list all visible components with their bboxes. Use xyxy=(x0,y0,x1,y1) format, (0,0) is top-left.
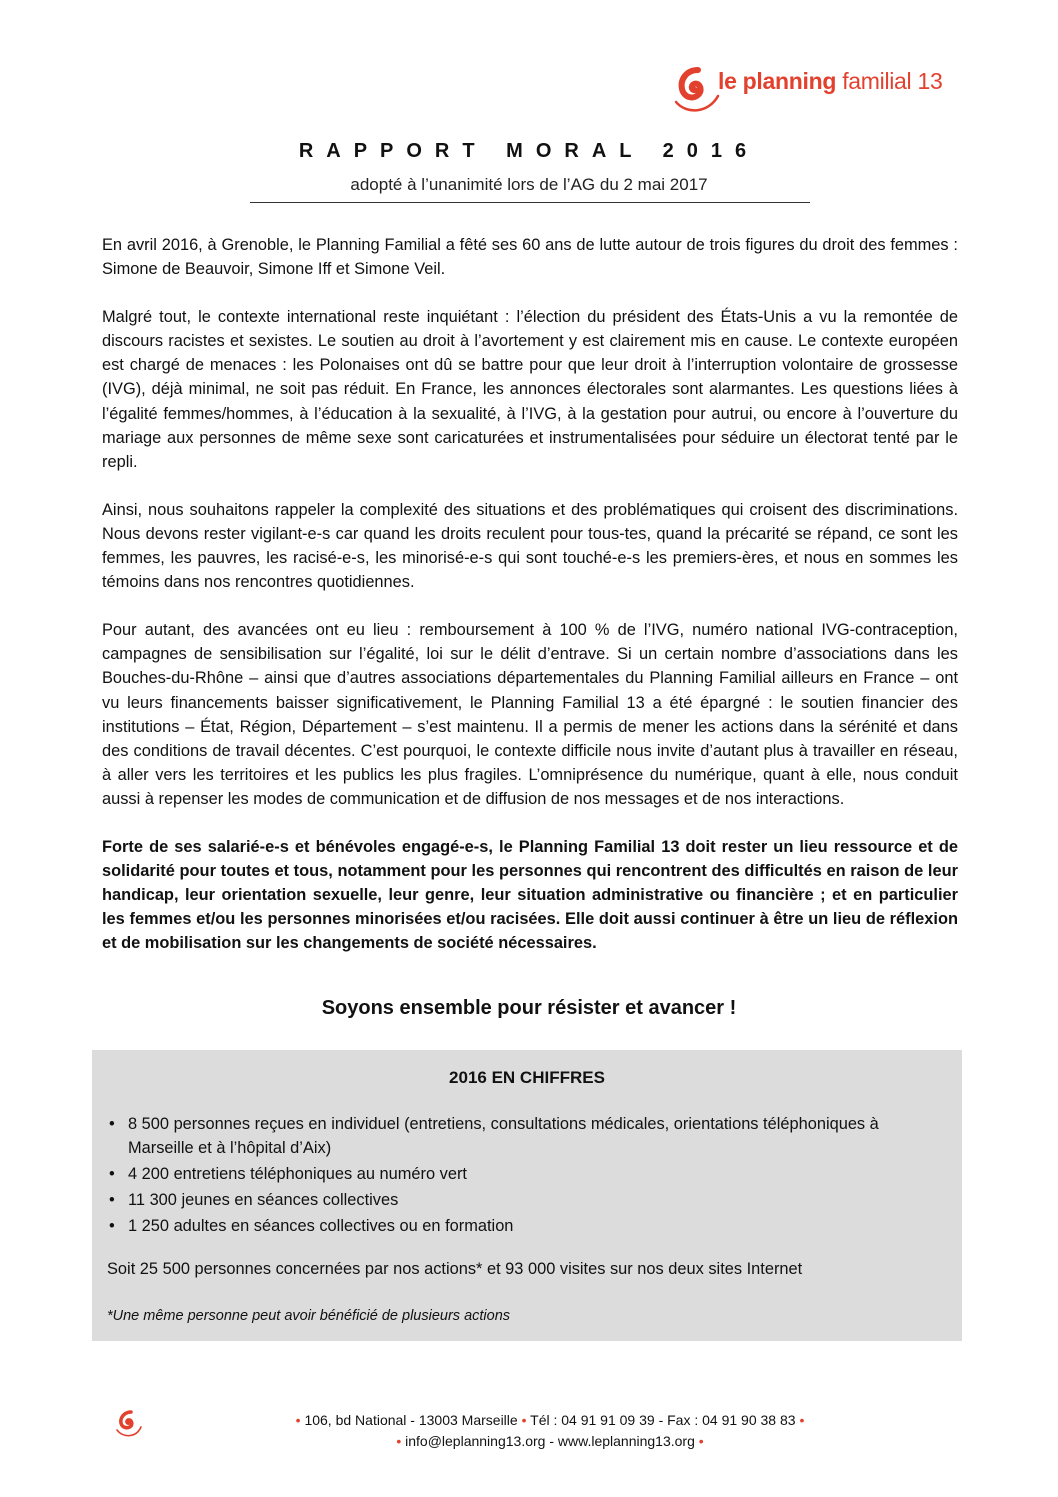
footer-address: 106, bd National - 13003 Marseille xyxy=(304,1412,518,1428)
figures-title: 2016 EN CHIFFRES xyxy=(449,1068,605,1087)
list-item: • 11 300 jeunes en séances collectives xyxy=(106,1188,926,1212)
paragraph: Ainsi, nous souhaitons rappeler la complexité des situations et des problématiques qui croisent des discriminations. Nous devons rester vigilant-e-s car quand les droits reculent pour tous-tes, quand la précarité se répand, ce sont les femmes, les pauvres, les racisé-e-s, les minorisé-e-s qui sont touché-e-s les premiers-ères, et nous en sommes les témoins dans nos rencontres quotidiennes. xyxy=(102,500,958,592)
logo-text: le planning familial 13 xyxy=(718,68,943,94)
document-subtitle: adopté à l’unanimité lors de l’AG du 2 mai 2017 xyxy=(350,175,708,194)
document-title: RAPPORT MORAL 2016 xyxy=(298,140,760,162)
slogan: Soyons ensemble pour résister et avancer ! xyxy=(321,997,737,1019)
bullet-icon: • xyxy=(295,1412,301,1428)
figures-list xyxy=(106,1112,926,1240)
brand-logo xyxy=(668,62,968,118)
figures-box xyxy=(92,1050,962,1341)
figures-total: Soit 25 500 personnes concernées par nos actions* et 93 000 visites sur nos deux sites Internet xyxy=(107,1260,803,1278)
title-divider xyxy=(250,202,810,203)
footer-line-1 xyxy=(290,1410,810,1431)
list-item: • 8 500 personnes reçues en individuel (entretiens, consultations médicales, orientations téléphoniques à Marseille et à l’hôpital d’Aix) xyxy=(106,1112,926,1160)
footer-line-2 xyxy=(290,1431,810,1452)
paragraph: Malgré tout, le contexte international reste inquiétant : l’élection du président des États-Unis a vu la remontée de discours racistes et sexistes. Le soutien au droit à l’avortement y est clairement mis en cause. Le contexte européen est chargé de menaces : les Polonaises ont dû se battre pour que leur droit à l’interruption volontaire de grossesse (IVG), déjà minimal, ne soit pas réduit. En France, les annonces électorales sont alarmantes. Les questions liées à l’égalité femmes/hommes, à l’éducation à la sexualité, à l’IVG, à la gestation pour autrui, ou encore à l’ouverture du mariage aux personnes de même sexe sont caricaturées et instrumentalisées pour séduire un électorat tenté par le repli. xyxy=(102,308,958,471)
paragraph: En avril 2016, à Grenoble, le Planning Familial a fêté ses 60 ans de lutte autour de trois figures du droit des femmes : Simone de Beauvoir, Simone Iff et Simone Veil. xyxy=(102,236,958,279)
footer-swirl-icon xyxy=(114,1408,144,1442)
bullet-icon: • xyxy=(799,1412,805,1428)
report-body xyxy=(102,233,958,979)
paragraph-emphasis: Forte de ses salarié-e-s et bénévoles engagé-e-s, le Planning Familial 13 doit rester un lieu ressource et de solidarité pour toutes et tous, notamment pour les personnes qui rencontrent des difficultés en raison de leur handicap, leur orientation sexuelle, leur genre, leur situation administrative ou financière ; et en particulier les femmes et/ou les personnes minorisées et/ou racisées. Elle doit aussi continuer à être un lieu de réflexion et de mobilisation sur les changements de société nécessaires. xyxy=(102,837,958,953)
logo-swirl-icon xyxy=(668,62,724,118)
paragraph: Pour autant, des avancées ont eu lieu : remboursement à 100 % de l’IVG, numéro national IVG-contraception, campagnes de sensibilisation sur l’égalité, loi sur le délit d’entrave. Si un certain nombre d’associations dans les Bouches-du-Rhône – ainsi que d’autres associations départementales du Planning Familial ailleurs en France – ont vu leurs financements baisser significativement, le Planning Familial 13 a été épargné : le soutien financier des institutions – État, Région, Département – s’est maintenu. Il a permis de mener les actions dans la sérénité et dans des conditions de travail décentes. C’est pourquoi, le contexte difficile nous invite d’autant plus à travailler en réseau, à aller vers les territoires et les publics les plus fragiles. L’omniprésence du numérique, quant à elle, nous conduit aussi à repenser les modes de communication et de diffusion de nos messages et de nos interactions. xyxy=(102,621,958,808)
bullet-icon: • xyxy=(396,1433,402,1449)
list-item: • 4 200 entretiens téléphoniques au numéro vert xyxy=(106,1162,926,1186)
bullet-icon: • xyxy=(521,1412,527,1428)
figures-note: *Une même personne peut avoir bénéficié de plusieurs actions xyxy=(107,1308,511,1324)
footer-contact xyxy=(290,1410,810,1452)
footer-web[interactable]: info@leplanning13.org - www.leplanning13.org xyxy=(405,1433,695,1449)
list-item: • 1 250 adultes en séances collectives ou en formation xyxy=(106,1214,926,1238)
bullet-icon: • xyxy=(698,1433,704,1449)
footer-phone: Tél : 04 91 91 09 39 - Fax : 04 91 90 38 83 xyxy=(530,1412,796,1428)
